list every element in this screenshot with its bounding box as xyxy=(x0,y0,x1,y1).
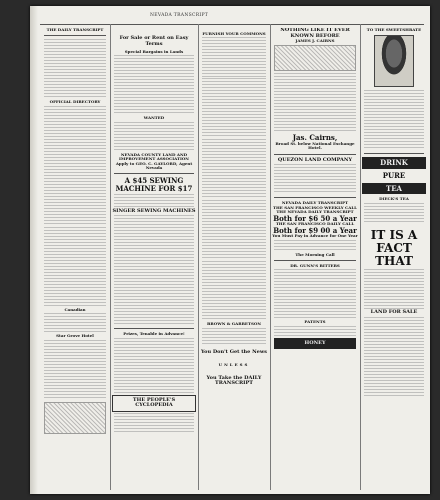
text-block xyxy=(44,340,106,400)
col3-h3: BROWN & GARRETSON xyxy=(207,321,261,327)
text-block xyxy=(202,139,266,199)
masthead xyxy=(40,10,424,25)
col1-canadian: Canadian xyxy=(64,306,86,312)
col5-h3: PURE xyxy=(382,171,406,181)
column-rule xyxy=(198,24,199,490)
text-block xyxy=(114,215,194,325)
col5-h2: DRINK xyxy=(362,157,426,169)
col2-h6: A $45 SEWING MACHINE FOR $17 xyxy=(115,176,193,194)
col4-h1: NOTHING LIKE IT EVER KNOWN BEFORE xyxy=(280,28,350,39)
col2-h7: SINGER SEWING MACHINES xyxy=(112,207,196,214)
col3-h1: FURNISH YOUR COMMONS xyxy=(202,31,266,36)
portrait-illustration xyxy=(374,35,414,87)
col2-h2: Special Bargains in Lands xyxy=(124,49,184,54)
text-block xyxy=(202,200,266,260)
column-3 xyxy=(200,28,268,490)
text-block xyxy=(274,164,356,194)
column-rule xyxy=(360,24,361,490)
page-binding xyxy=(30,6,38,494)
text-block xyxy=(274,240,356,252)
col4-h12: You Must Pay in Advance for One Year xyxy=(272,233,358,239)
col4-h15: PATENTS xyxy=(304,319,326,325)
col4-h2: JAMES J. CAIRNS xyxy=(295,38,335,43)
col4-h14: DR. GUNN'S BITTERS xyxy=(290,263,340,269)
masthead-title: NEVADA TRANSCRIPT xyxy=(150,13,209,18)
column-2 xyxy=(112,28,196,490)
col4-h13: The Morning Call xyxy=(295,251,335,257)
col4-h16: HONEY xyxy=(274,338,356,350)
column-4 xyxy=(272,28,358,490)
text-block xyxy=(274,326,356,336)
col4-h4: Broad St. below National Exchange Hotel. xyxy=(275,141,355,151)
col2-h4: NEVADA COUNTY LAND AND IMPROVEMENT ASSOCIATION xyxy=(119,151,189,162)
advert-illustration xyxy=(44,402,106,434)
col2-h9: THE PEOPLE'S CYCLOPEDIA xyxy=(112,395,196,412)
col5-h7: LAND FOR SALE xyxy=(370,309,418,316)
column-1 xyxy=(42,28,108,490)
text-block xyxy=(202,261,266,321)
text-block xyxy=(364,203,424,223)
col3-h6: You Take the DAILY TRANSCRIPT xyxy=(206,374,262,387)
text-block xyxy=(44,106,106,226)
col5-h1: TO THE SWEETSHRATE xyxy=(366,28,422,32)
text-block xyxy=(44,227,106,307)
text-block xyxy=(114,194,194,208)
col3-h5: UNLESS xyxy=(218,362,250,368)
col2-h5: Apply to GEO. C. GAYLORD, Agent Nevada xyxy=(115,160,193,170)
text-block xyxy=(114,413,194,433)
col5-h5: DIECK'S TEA xyxy=(379,196,409,202)
text-block xyxy=(364,269,424,309)
col2-h3: WANTED xyxy=(143,115,165,121)
col4-h8: THE NEVADA DAILY TRANSCRIPT xyxy=(276,209,354,215)
col4-h3: Jas. Cairns, xyxy=(292,133,338,143)
col4-h6: NEVADA DAILY TRANSCRIPT xyxy=(281,200,349,206)
col2-h8: Prizes, Tenable in Advance! xyxy=(123,331,185,337)
text-block xyxy=(202,328,266,344)
col3-h4: You Don't Get the News xyxy=(201,348,267,355)
column-5 xyxy=(362,28,426,490)
col1-title: THE DAILY TRANSCRIPT xyxy=(46,28,104,32)
text-block xyxy=(364,317,424,397)
text-block xyxy=(114,338,194,394)
text-block xyxy=(44,313,106,333)
column-rule xyxy=(110,24,111,490)
col4-h7: THE SAN FRANCISCO WEEKLY CALL xyxy=(273,204,357,210)
col4-h9: Both for $6 50 a Year xyxy=(273,213,357,223)
text-block xyxy=(202,78,266,138)
text-block xyxy=(274,73,356,133)
store-illustration xyxy=(274,45,356,71)
text-block xyxy=(364,90,424,150)
col1-canadian2: Star Grove Hotel xyxy=(56,333,94,339)
col5-h4: TEA xyxy=(362,183,426,195)
col2-h1: For Sale or Rent on Easy Terms xyxy=(119,35,189,47)
column-rule xyxy=(270,24,271,490)
text-block xyxy=(202,37,266,77)
text-block xyxy=(114,55,194,115)
text-block xyxy=(274,269,356,319)
col4-h10: THE SAN FRANCISCO DAILY CALL xyxy=(275,221,355,227)
col1-official: OFFICIAL DIRECTORY xyxy=(49,99,101,105)
col4-h5: QUEZON LAND COMPANY xyxy=(277,156,353,163)
newspaper-page xyxy=(30,6,430,494)
text-block xyxy=(114,122,194,152)
text-block xyxy=(44,39,106,99)
col5-h6: IT IS A FACT THAT xyxy=(370,227,418,269)
col4-h11: Both for $9 00 a Year xyxy=(273,225,357,235)
